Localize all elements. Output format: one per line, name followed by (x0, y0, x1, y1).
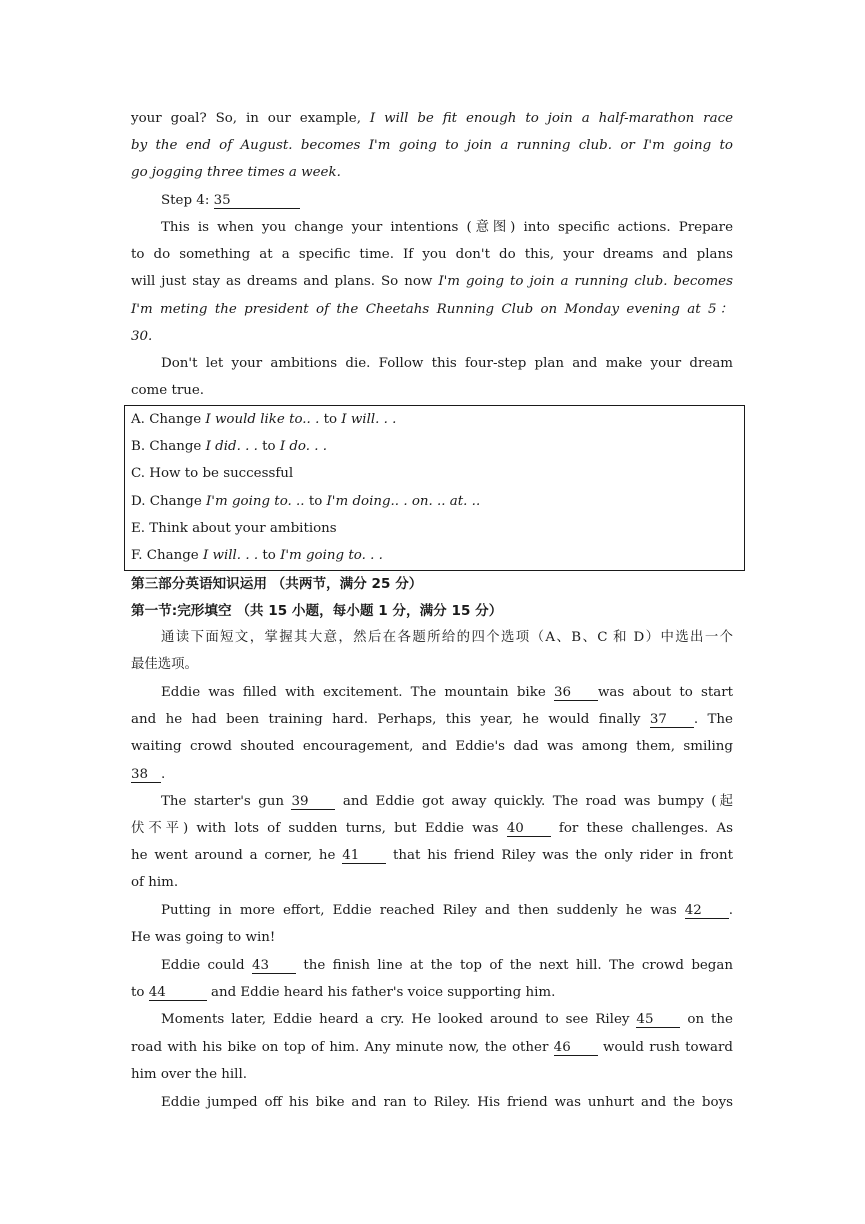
option-b: B. Change I did. . . to I do. . . (131, 439, 328, 454)
section-heading: 第三部分英语知识运用 （共两节，满分 25 分） (131, 576, 423, 592)
option-a: A. Change I would like to.. . to I will. . . (131, 412, 397, 427)
subsection-heading: 第一节:完形填空 （共 15 小题，每小题 1 分，满分 15 分） (131, 603, 503, 619)
step4-label: Step 4: (161, 193, 214, 208)
answer-blank-41: 41 (342, 848, 386, 864)
answer-blank-42: 42 (685, 903, 729, 919)
option-f: F. Change I will. . . to I'm going to. . . (131, 548, 383, 563)
option-e: E. Think about your ambitions (131, 521, 337, 536)
answer-blank-40: 40 (507, 821, 551, 837)
text-line: waiting crowd shouted encouragement, and Eddie's dad was among them, smiling (131, 739, 733, 754)
text-line: to do something at a specific time. If you don't do this, your dreams and plans (131, 247, 733, 262)
text-line: him over the hill. (131, 1067, 247, 1082)
answer-blank-39: 39 (291, 794, 335, 810)
text-line: The starter's gun 39 and Eddie got away quickly. The road was bumpy (起 (161, 794, 733, 809)
answer-blank-36: 36 (554, 685, 598, 701)
answer-blank-35: 35 (214, 193, 300, 209)
text-line: Eddie was filled with excitement. The mountain bike 36 was about to start (161, 685, 733, 700)
italic-example-line: by the end of August. becomes I'm going to join a running club. or I'm going to (131, 138, 733, 153)
text-line: to 44 and Eddie heard his father's voice supporting him. (131, 985, 556, 1000)
answer-blank-46: 46 (554, 1040, 598, 1056)
italic-example-line: 30. (131, 329, 153, 344)
text-line: Putting in more effort, Eddie reached Riley and then suddenly he was 42 . (161, 903, 733, 918)
text-line (131, 110, 733, 128)
instructions-line: 最佳选项。 (131, 657, 198, 672)
text-line: Eddie could 43 the finish line at the top of the next hill. The crowd began (161, 958, 733, 973)
text-line: He was going to win! (131, 930, 276, 945)
text-line (131, 273, 733, 291)
italic-example: I will be fit enough to join a half-marathon race (369, 111, 733, 126)
answer-blank-44: 44 (149, 985, 207, 1001)
text-line: of him. (131, 875, 179, 890)
text-line: Don't let your ambitions die. Follow this four-step plan and make your dream (161, 356, 733, 371)
italic-example-line: I'm meting the president of the Cheetahs Running Club on Monday evening at 5： (131, 302, 733, 317)
text-line: Moments later, Eddie heard a cry. He looked around to see Riley 45 on the (161, 1012, 733, 1027)
answer-blank-43: 43 (252, 958, 296, 974)
text-line: 38 . (131, 767, 166, 782)
text-line: Eddie jumped off his bike and ran to Riley. His friend was unhurt and the boys (161, 1095, 733, 1110)
text-line: road with his bike on top of him. Any minute now, the other 46 would rush toward (131, 1040, 734, 1055)
step4-heading (161, 192, 733, 210)
italic-example: I'm going to join a running club. becomes (438, 274, 733, 289)
text-span: will just stay as dreams and plans. So now (131, 274, 439, 289)
italic-example-line: go jogging three times a week. (131, 165, 341, 180)
answer-blank-37: 37 (650, 712, 694, 728)
answer-blank-38: 38 (131, 767, 161, 783)
text-line: come true. (131, 383, 205, 398)
text-line: 伏不平) with lots of sudden turns, but Eddie was 40 for these challenges. As (131, 821, 733, 836)
text-line: This is when you change your intentions (意图) into specific actions. Prepare (161, 220, 733, 235)
text-line: he went around a corner, he 41 that his friend Riley was the only rider in front (131, 848, 733, 863)
option-d: D. Change I'm going to. .. to I'm doing.. . on. .. at. .. (131, 494, 481, 509)
option-c: C. How to be successful (131, 466, 294, 481)
text-span: your goal? So, in our example, (131, 111, 370, 126)
answer-blank-45: 45 (636, 1012, 680, 1028)
instructions-line: 通读下面短文，掌握其大意，然后在各题所给的四个选项（A、B、C 和 D）中选出一个 (161, 630, 733, 645)
text-line: and he had been training hard. Perhaps, this year, he would finally 37 . The (131, 712, 733, 727)
